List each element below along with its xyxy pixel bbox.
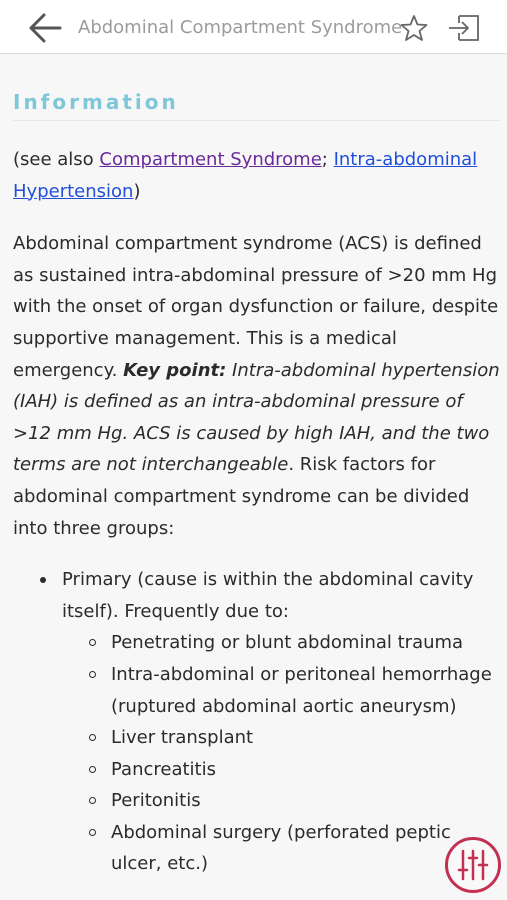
- list-item: Penetrating or blunt abdominal trauma: [62, 627, 500, 659]
- star-outline-icon: [399, 14, 429, 42]
- arrow-left-icon: [27, 11, 63, 45]
- list-item: Pancreatitis: [62, 754, 500, 786]
- favorite-button[interactable]: [399, 14, 429, 42]
- intra-abdominal-hypertension-link[interactable]: Intra-abdominal Hypertension: [13, 149, 478, 202]
- see-also-suffix: ): [133, 180, 141, 202]
- back-button[interactable]: [27, 11, 63, 45]
- exit-icon: [447, 13, 481, 43]
- page-title: Abdominal Compartment Syndrome: [78, 17, 403, 38]
- key-point-label: Key point:: [123, 359, 227, 381]
- settings-fab[interactable]: [445, 837, 501, 893]
- list-item: Intra-abdominal or peritoneal hemorrhage (ruptured abdominal aortic aneurysm): [62, 659, 500, 722]
- section-heading: Information: [13, 90, 500, 121]
- exit-button[interactable]: [447, 13, 481, 43]
- see-also: [13, 144, 500, 207]
- list-item: Liver transplant: [62, 722, 500, 754]
- definition-paragraph: [13, 228, 500, 544]
- compartment-syndrome-link[interactable]: Compartment Syndrome: [99, 149, 322, 170]
- list-item: [13, 564, 500, 880]
- see-also-separator: ;: [321, 149, 334, 170]
- see-also-prefix: (see also: [13, 149, 100, 170]
- content: [13, 90, 500, 880]
- list-item: Abdominal surgery (perforated peptic ulcer, etc.): [62, 817, 500, 880]
- top-bar: [0, 0, 507, 54]
- sliders-icon: [448, 840, 498, 890]
- risk-group-list: [13, 564, 500, 880]
- definition-text: Abdominal compartment syndrome (ACS) is defined as sustained intra-abdominal pressure of >20 mm Hg with the onset of organ dysfunction or failure, despite supportive management. This is a medical emergency.: [13, 233, 499, 381]
- key-point-text: Intra-abdominal hypertension (IAH) is defined as an intra-abdominal pressure of >12 mm Hg. ACS is caused by high IAH, and the two terms are not interchangeable: [13, 359, 500, 476]
- definition-text-continued: . Risk factors for abdominal compartment syndrome can be divided into three groups:: [13, 454, 470, 539]
- list-item: Peritonitis: [62, 785, 500, 817]
- primary-label: Primary (cause is within the abdominal cavity itself). Frequently due to:: [62, 569, 474, 622]
- primary-sublist: [62, 627, 500, 880]
